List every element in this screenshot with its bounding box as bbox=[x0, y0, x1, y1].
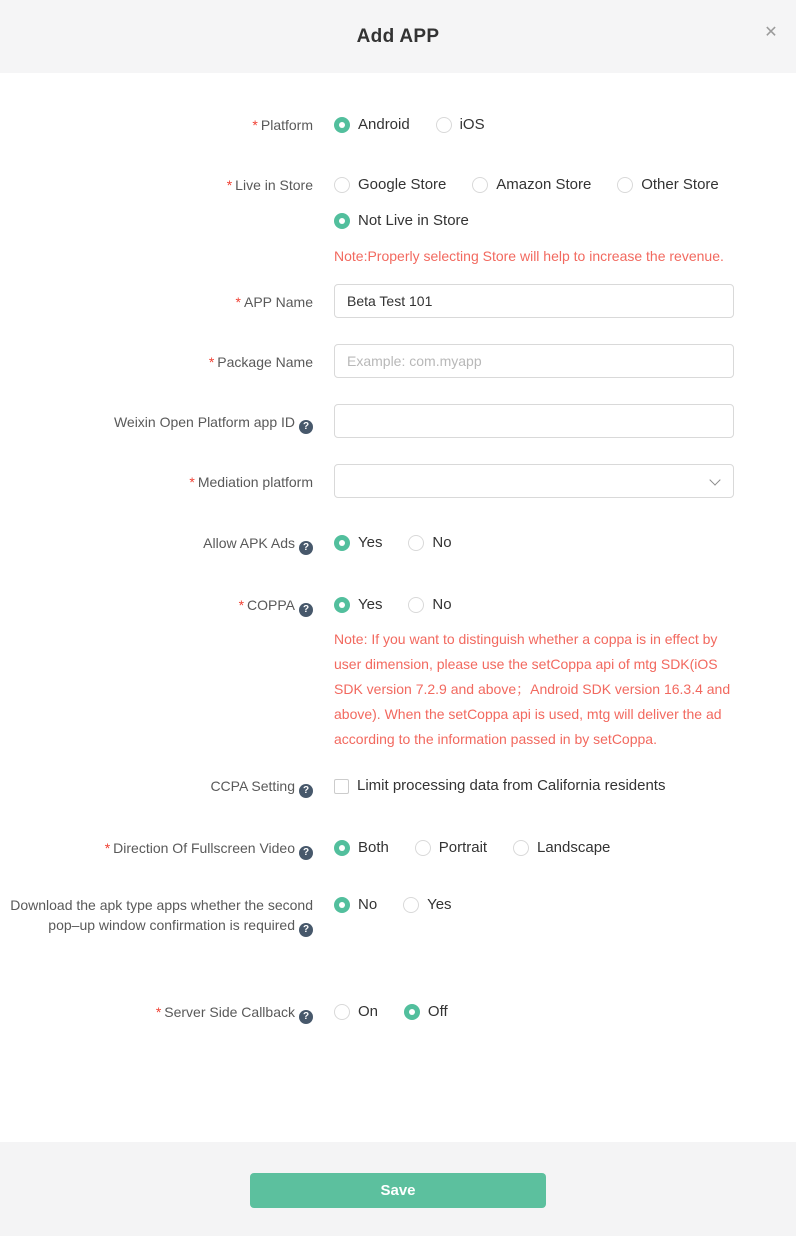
row-app-name bbox=[0, 284, 796, 318]
apk-download-confirmation-label: Download the apk type apps whether the second pop–up window confirmation is required ? bbox=[10, 897, 313, 935]
radio-label: Landscape bbox=[537, 839, 611, 856]
radio-callback-on[interactable] bbox=[334, 1002, 378, 1022]
app-name-input[interactable] bbox=[334, 284, 734, 318]
radio-label: Yes bbox=[427, 896, 452, 913]
dialog-footer bbox=[0, 1142, 796, 1236]
radio-label: No bbox=[432, 534, 452, 551]
radio-icon bbox=[415, 840, 431, 856]
checkbox-label: Limit processing data from California residents bbox=[357, 777, 666, 794]
radio-download-confirm-yes[interactable] bbox=[403, 895, 451, 915]
row-live-in-store bbox=[0, 175, 796, 195]
radio-label: No bbox=[432, 596, 452, 613]
radio-label: Both bbox=[358, 839, 389, 856]
ccpa-setting-label: CCPA Setting ? bbox=[0, 776, 313, 798]
row-store-note bbox=[0, 243, 796, 269]
radio-selected-icon bbox=[334, 213, 350, 229]
radio-icon bbox=[617, 177, 633, 193]
row-coppa bbox=[0, 595, 796, 617]
store-note-text: Note:Properly selecting Store will help to increase the revenue. bbox=[334, 248, 724, 264]
radio-amazon-store[interactable] bbox=[472, 175, 591, 195]
radio-callback-off[interactable] bbox=[404, 1002, 448, 1022]
help-icon[interactable]: ? bbox=[299, 603, 313, 617]
radio-selected-icon bbox=[334, 897, 350, 913]
radio-label: iOS bbox=[459, 116, 485, 133]
required-asterisk: * bbox=[189, 474, 195, 490]
radio-direction-both[interactable] bbox=[334, 838, 389, 858]
required-asterisk: * bbox=[155, 1004, 162, 1020]
row-package-name bbox=[0, 344, 796, 378]
required-asterisk: * bbox=[235, 294, 241, 310]
row-platform bbox=[0, 115, 796, 135]
required-asterisk: * bbox=[208, 354, 215, 370]
radio-coppa-yes[interactable] bbox=[334, 595, 382, 615]
help-icon[interactable]: ? bbox=[299, 541, 313, 555]
mediation-platform-select[interactable] bbox=[334, 464, 734, 498]
radio-label: Amazon Store bbox=[496, 176, 592, 193]
radio-selected-icon bbox=[334, 597, 350, 613]
radio-label: On bbox=[358, 1003, 379, 1020]
radio-icon bbox=[472, 177, 488, 193]
required-asterisk: * bbox=[252, 117, 258, 133]
allow-apk-ads-label: Allow APK Ads ? bbox=[0, 533, 313, 555]
live-in-store-label: * Live in Store bbox=[226, 177, 313, 193]
mediation-platform-label: * Mediation platform bbox=[189, 474, 313, 490]
radio-apk-ads-yes[interactable] bbox=[334, 533, 382, 553]
radio-label: Not Live in Store bbox=[358, 212, 469, 229]
help-icon[interactable]: ? bbox=[299, 420, 313, 434]
row-ccpa-setting bbox=[0, 776, 796, 798]
radio-label: Yes bbox=[358, 596, 383, 613]
platform-label: * Platform bbox=[252, 117, 313, 133]
row-apk-download-confirmation bbox=[0, 895, 796, 937]
required-asterisk: * bbox=[104, 840, 111, 856]
close-icon[interactable]: ✕ bbox=[762, 24, 780, 42]
radio-apk-ads-no[interactable] bbox=[408, 533, 451, 553]
app-name-label: * APP Name bbox=[235, 294, 313, 310]
radio-icon bbox=[334, 1004, 350, 1020]
radio-label: Google Store bbox=[358, 176, 447, 193]
dialog-header bbox=[0, 0, 796, 73]
checkbox-icon bbox=[334, 779, 349, 794]
dialog-body bbox=[0, 73, 796, 1142]
radio-icon bbox=[403, 897, 419, 913]
help-icon[interactable]: ? bbox=[299, 784, 313, 798]
radio-label: Yes bbox=[358, 534, 383, 551]
ccpa-limit-checkbox[interactable] bbox=[334, 776, 665, 796]
radio-icon bbox=[436, 117, 452, 133]
package-name-label: * Package Name bbox=[208, 354, 313, 370]
radio-label: Off bbox=[427, 1003, 448, 1020]
radio-other-store[interactable] bbox=[617, 175, 719, 195]
row-mediation-platform bbox=[0, 464, 796, 498]
row-coppa-note bbox=[0, 627, 796, 752]
row-allow-apk-ads bbox=[0, 533, 796, 555]
save-button[interactable]: Save bbox=[250, 1173, 546, 1208]
radio-direction-landscape[interactable] bbox=[513, 838, 610, 858]
weixin-app-id-label: Weixin Open Platform app ID ? bbox=[0, 404, 313, 434]
dialog-title: Add APP bbox=[356, 25, 440, 47]
radio-selected-icon bbox=[334, 840, 350, 856]
radio-selected-icon bbox=[334, 117, 350, 133]
radio-icon bbox=[408, 535, 424, 551]
radio-google-store[interactable] bbox=[334, 175, 446, 195]
row-fullscreen-video-direction bbox=[0, 838, 796, 860]
required-asterisk: * bbox=[226, 177, 233, 193]
radio-icon bbox=[513, 840, 529, 856]
row-not-live-in-store bbox=[0, 211, 796, 231]
coppa-label: * COPPA ? bbox=[0, 595, 313, 617]
radio-platform-android[interactable] bbox=[334, 115, 410, 135]
row-weixin-app-id bbox=[0, 404, 796, 438]
coppa-note-text: Note: If you want to distinguish whether a coppa is in effect by user dimension, please use the setCoppa api of mtg SDK(iOS SDK version 7.2.9 and above；Android SDK version 16.3.4 and above). When the setCoppa api is used, mtg will deliver the ad according to the information passed in by setCoppa. bbox=[334, 631, 731, 747]
chevron-down-icon bbox=[709, 474, 720, 485]
radio-icon bbox=[408, 597, 424, 613]
radio-download-confirm-no[interactable] bbox=[334, 895, 377, 915]
radio-selected-icon bbox=[334, 535, 350, 551]
weixin-app-id-input[interactable] bbox=[334, 404, 734, 438]
help-icon[interactable]: ? bbox=[299, 1010, 313, 1024]
package-name-input[interactable] bbox=[334, 344, 734, 378]
radio-label: No bbox=[358, 896, 378, 913]
radio-direction-portrait[interactable] bbox=[415, 838, 487, 858]
radio-icon bbox=[334, 177, 350, 193]
required-asterisk: * bbox=[238, 597, 245, 613]
radio-selected-icon bbox=[404, 1004, 420, 1020]
radio-label: Other Store bbox=[641, 176, 719, 193]
radio-label: Android bbox=[358, 116, 410, 133]
help-icon[interactable]: ? bbox=[299, 923, 313, 937]
radio-not-live-in-store[interactable] bbox=[334, 211, 469, 231]
radio-coppa-no[interactable] bbox=[408, 595, 451, 615]
radio-label: Portrait bbox=[438, 839, 488, 856]
fullscreen-video-direction-label: * Direction Of Fullscreen Video ? bbox=[0, 838, 313, 860]
row-server-side-callback bbox=[0, 1002, 796, 1024]
server-side-callback-label: * Server Side Callback ? bbox=[0, 1002, 313, 1024]
help-icon[interactable]: ? bbox=[299, 846, 313, 860]
radio-platform-ios[interactable] bbox=[436, 115, 485, 135]
